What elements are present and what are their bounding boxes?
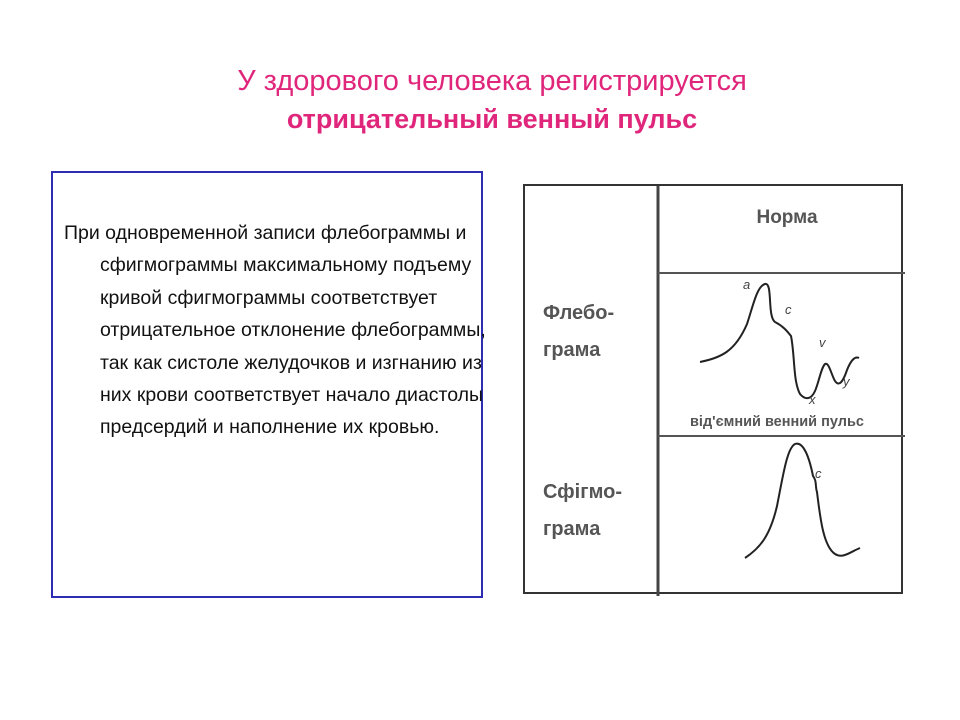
title-line-2: отрицательный венный пульс [286, 104, 698, 134]
text-box [51, 171, 486, 598]
wave-label-c-sphygmo: c [815, 466, 822, 481]
phlebogram-label-line-2: грама [543, 339, 601, 361]
body-text: При одновременной записи флебограммы и сфигмограммы максимальному подъему кривой сфигмограммы соответствует отрицательное отклонение флебограммы, так как систоле желудочков и изгнанию из них крови соответствует начало диастолы предсердий и наполнение их кровью. [64, 222, 486, 439]
title-line-1: У здорового человека регистрируется [237, 65, 747, 97]
phlebogram-curve [700, 284, 859, 398]
wave-label-x: x [809, 392, 816, 407]
pulse-figure-drawing [525, 186, 905, 596]
wave-label-c: c [785, 302, 792, 317]
slide-title [0, 62, 960, 138]
phlebogram-label-line-1: Флебо- [543, 302, 615, 324]
sphygmogram-curve [745, 444, 860, 558]
figure-caption: від'ємний венний пульс [690, 414, 864, 430]
figure-header: Норма [756, 207, 818, 228]
wave-label-y: y [843, 374, 850, 389]
sphygmogram-label-line-1: Сфігмо- [543, 481, 622, 503]
pulse-figure [523, 184, 903, 594]
wave-label-a: a [743, 277, 751, 292]
wave-label-v: v [819, 335, 826, 350]
sphygmogram-label-line-2: грама [543, 518, 601, 540]
